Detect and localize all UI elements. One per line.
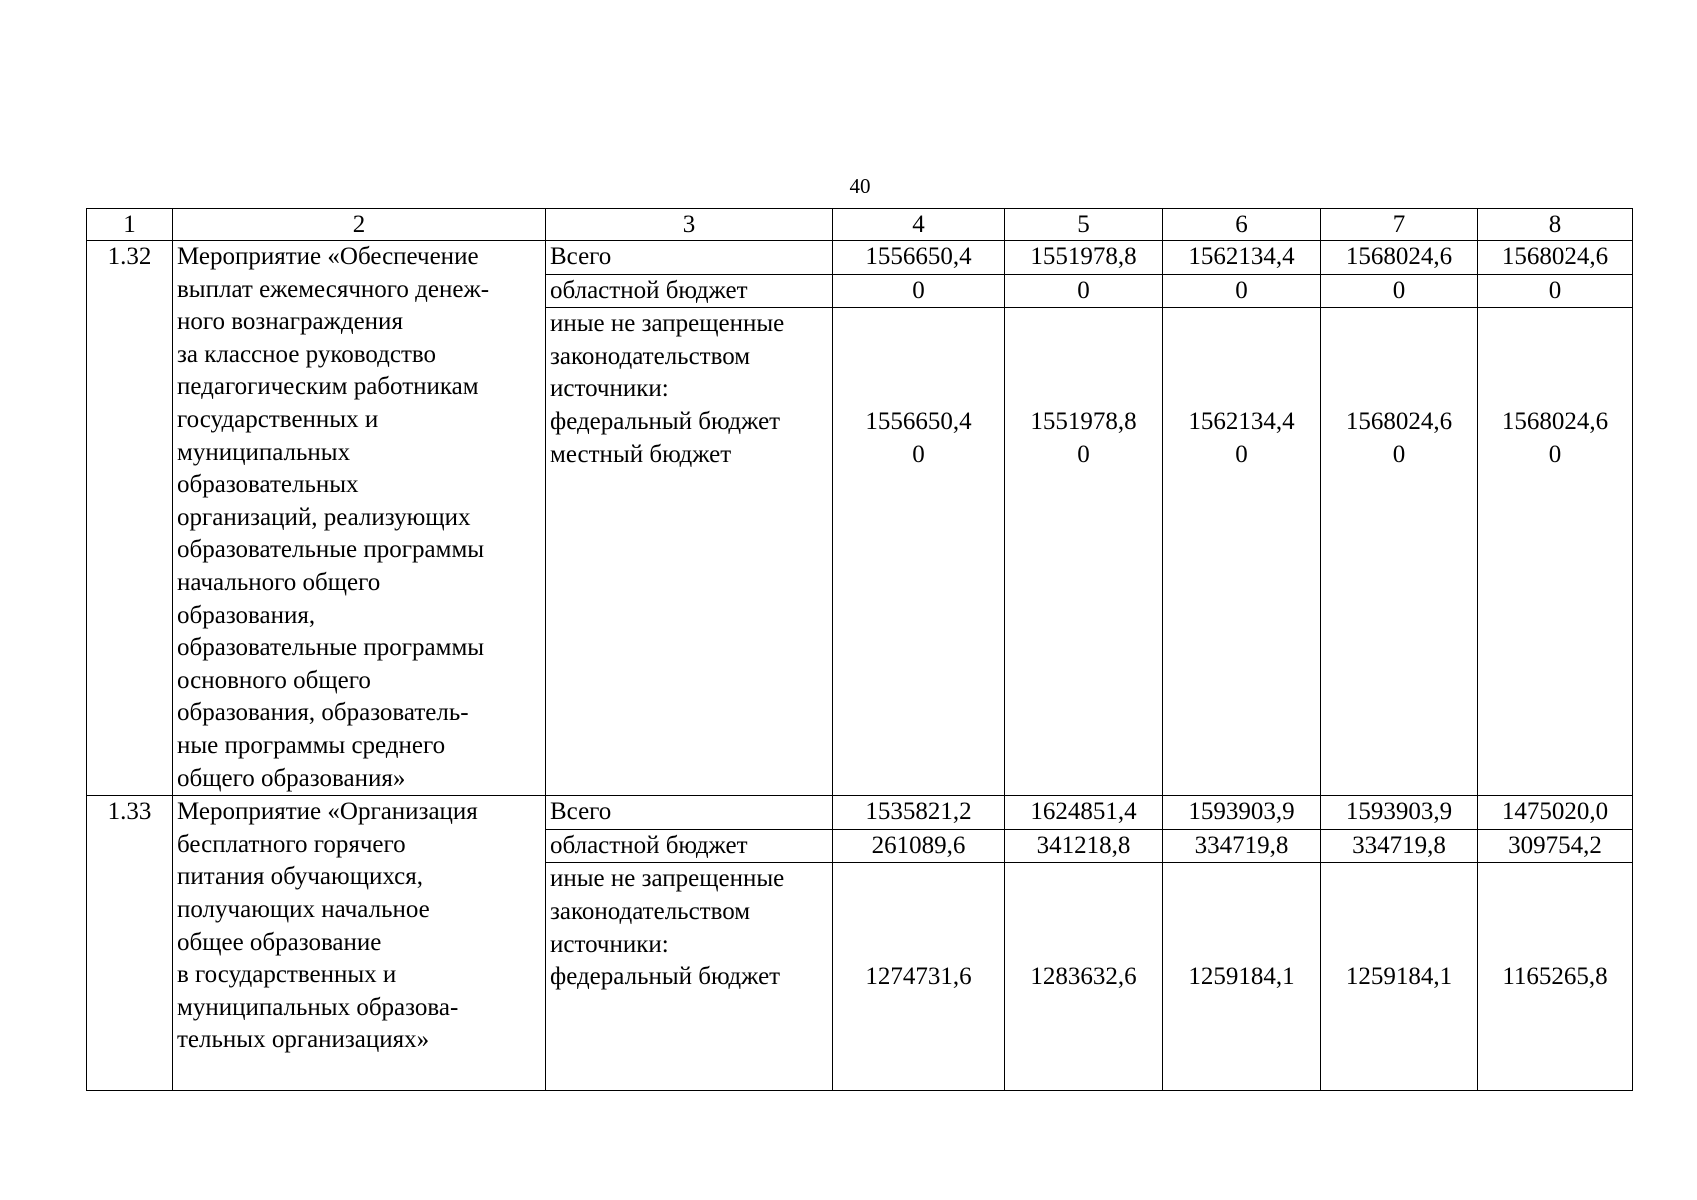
value-line: 0 (1548, 440, 1562, 468)
description-line: бесплатного горячего (177, 830, 406, 858)
value-cell (1321, 863, 1478, 1091)
value-cell: 334719,8 (1163, 829, 1321, 863)
description-line: государственных и (177, 405, 379, 433)
table-row-total (87, 241, 1633, 275)
description-line: общее образование (177, 928, 382, 956)
value-cell: 1562134,4 (1163, 241, 1321, 275)
table-body (87, 209, 1633, 1091)
description-line: педагогическим работникам (177, 373, 479, 401)
source-label-line: законодательством (550, 897, 751, 925)
row-index: 1.32 (87, 241, 173, 796)
row-index: 1.33 (87, 796, 173, 1091)
value-cell: 334719,8 (1321, 829, 1478, 863)
value-cell: 0 (1005, 274, 1163, 308)
description-line: за классное руководство (177, 340, 436, 368)
source-label-line: источники: (550, 375, 669, 403)
value-line: 1165265,8 (1502, 963, 1608, 991)
description-line: тельных организациях» (177, 1026, 430, 1054)
value-cell: 0 (1478, 274, 1633, 308)
description-line: Мероприятие «Организация (177, 798, 478, 826)
value-cell: 1551978,8 (1005, 241, 1163, 275)
description-line: Мероприятие «Обеспечение (177, 243, 479, 270)
value-line: 0 (912, 440, 925, 468)
source-label-line: иные не запрещенные (550, 310, 785, 338)
description-line: образования, (177, 601, 316, 629)
value-cell: 1556650,4 (833, 241, 1005, 275)
description-line: муниципальных (177, 438, 351, 466)
value-cell (1478, 863, 1633, 1091)
page-number: 40 (849, 174, 871, 198)
column-number: 7 (1321, 209, 1478, 241)
value-cell: 1475020,0 (1478, 796, 1633, 830)
source-label: Всего (546, 796, 833, 830)
value-line: 1259184,1 (1188, 963, 1295, 991)
value-cell: 1624851,4 (1005, 796, 1163, 830)
description-line: получающих начальное (177, 895, 430, 923)
value-cell: 1568024,6 (1478, 241, 1633, 275)
source-label-line: федеральный бюджет (550, 963, 781, 991)
description-line: основного общего (177, 666, 371, 694)
value-cell: 341218,8 (1005, 829, 1163, 863)
value-cell (1005, 308, 1163, 796)
value-line: 1283632,6 (1030, 963, 1137, 991)
value-cell (1005, 863, 1163, 1091)
row-description (173, 241, 546, 796)
column-number: 8 (1478, 209, 1633, 241)
value-cell: 1593903,9 (1163, 796, 1321, 830)
value-cell: 1535821,2 (833, 796, 1005, 830)
source-label-line: иные не запрещенные (550, 865, 785, 893)
value-line: 1568024,6 (1345, 407, 1453, 435)
column-number: 2 (173, 209, 546, 241)
value-cell (1478, 308, 1633, 796)
source-label-line: федеральный бюджет (550, 407, 781, 435)
description-line: в государственных и (177, 961, 397, 989)
value-cell: 1593903,9 (1321, 796, 1478, 830)
description-line: общего образования» (177, 764, 406, 792)
budget-table (86, 208, 1633, 1091)
description-line: питания обучающихся, (177, 863, 423, 891)
row-description (173, 796, 546, 1091)
value-cell (1321, 308, 1478, 796)
value-line: 1556650,4 (865, 407, 972, 435)
column-number: 6 (1163, 209, 1321, 241)
column-number-row (87, 209, 1633, 241)
value-line: 1274731,6 (865, 963, 972, 991)
value-cell: 0 (1321, 274, 1478, 308)
source-label (546, 308, 833, 796)
value-cell (1163, 863, 1321, 1091)
value-line: 0 (1392, 440, 1406, 468)
description-line: выплат ежемесячного денеж- (177, 275, 490, 303)
source-label (546, 863, 833, 1091)
source-label: Всего (546, 241, 833, 275)
description-line: муниципальных образова- (177, 993, 459, 1021)
description-line: образовательных (177, 471, 359, 499)
value-line: 1259184,1 (1345, 963, 1453, 991)
value-cell: 0 (1163, 274, 1321, 308)
value-line: 1562134,4 (1188, 407, 1295, 435)
value-cell: 309754,2 (1478, 829, 1633, 863)
source-label-line: источники: (550, 930, 669, 958)
source-label: областной бюджет (546, 274, 833, 308)
column-number: 4 (833, 209, 1005, 241)
value-cell (833, 308, 1005, 796)
value-cell (833, 863, 1005, 1091)
column-number: 3 (546, 209, 833, 241)
value-cell: 1568024,6 (1321, 241, 1478, 275)
description-line: ного вознаграждения (177, 308, 403, 336)
value-cell (1163, 308, 1321, 796)
source-label: областной бюджет (546, 829, 833, 863)
value-line: 0 (1077, 440, 1090, 468)
description-line: организаций, реализующих (177, 503, 471, 531)
value-cell: 261089,6 (833, 829, 1005, 863)
description-line: ные программы среднего (177, 731, 446, 759)
description-line: образовательные программы (177, 634, 485, 662)
value-cell: 0 (833, 274, 1005, 308)
table-row-total (87, 796, 1633, 830)
column-number: 5 (1005, 209, 1163, 241)
description-line: образовательные программы (177, 536, 485, 564)
source-label-line: законодательством (550, 342, 751, 370)
value-line: 0 (1235, 440, 1248, 468)
column-number: 1 (87, 209, 173, 241)
description-line: начального общего (177, 568, 381, 596)
value-line: 1568024,6 (1501, 407, 1609, 435)
description-line: образования, образователь- (177, 699, 469, 727)
value-line: 1551978,8 (1030, 407, 1137, 435)
source-label-line: местный бюджет (550, 440, 732, 468)
